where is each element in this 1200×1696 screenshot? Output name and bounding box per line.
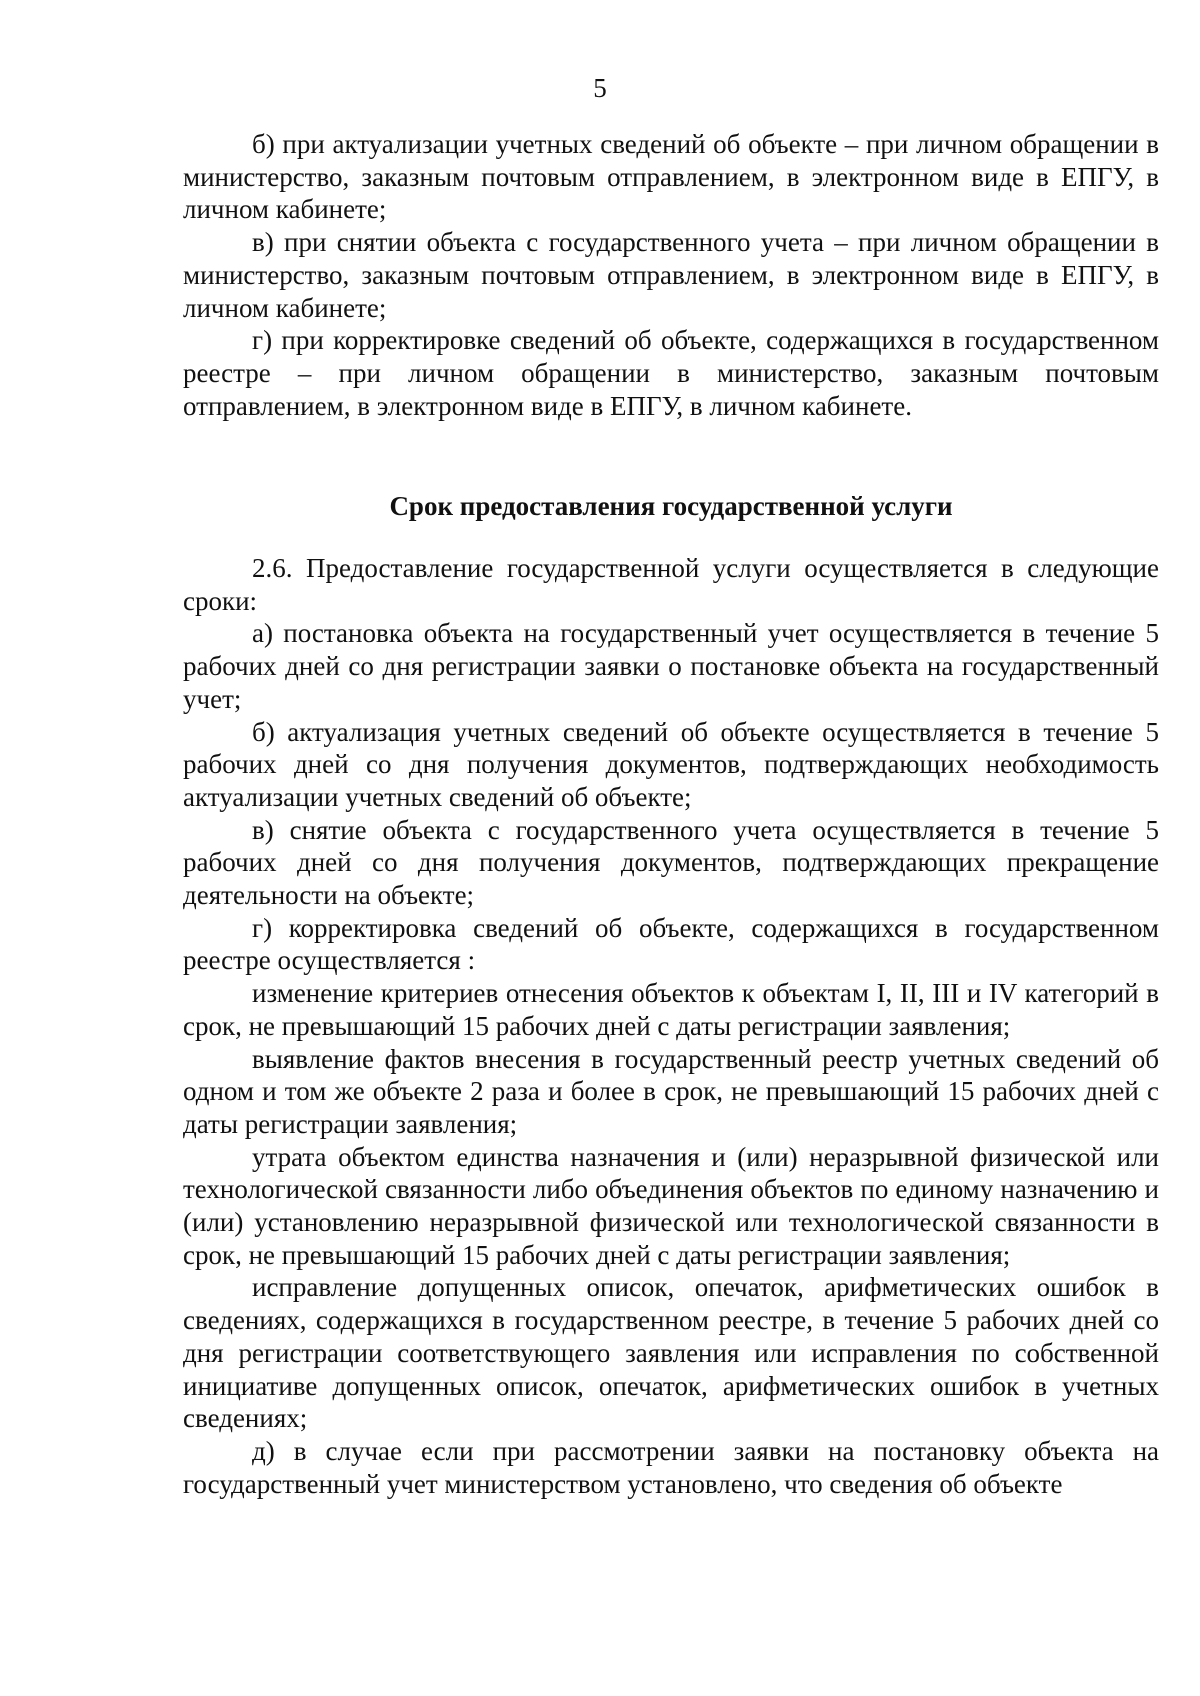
section-heading: Срок предоставления государственной услуги (389, 491, 953, 521)
paragraph-2-6: 2.6. Предоставление государственной услуги осуществляется в следующие сроки: (183, 553, 1159, 616)
paragraph-v-removal: в) при снятии объекта с государственного учета – при личном обращении в министерство, заказным почтовым отправлением, в электронном виде в ЕПГУ, в личном кабинете; (183, 227, 1159, 323)
paragraph-g-correction-term: г) корректировка сведений об объекте, содержащихся в государственном реестре осуществляется : (183, 912, 1159, 976)
main-paragraphs (183, 552, 1159, 1500)
paragraph-unity-loss: утрата объектом единства назначения и (или) неразрывной физической или технологической связанности либо объединения объектов по единому назначению и (или) установлению неразрывной физической или технологической связанности в срок, не превышающий 15 рабочих дней с даты регистрации заявления; (183, 1141, 1159, 1270)
paragraph-a-registration: а) постановка объекта на государственный учет осуществляется в течение 5 рабочих дней со дня регистрации заявки о постановке объекта на государственный учет; (183, 618, 1159, 714)
paragraph-criteria-change: изменение критериев отнесения объектов к объектам I, II, III и IV категорий в срок, не превышающий 15 рабочих дней с даты регистрации заявления; (183, 978, 1159, 1041)
paragraph-b-update: б) при актуализации учетных сведений об объекте – при личном обращении в министерство, заказным почтовым отправлением, в электронном виде в ЕПГУ, в личном кабинете; (183, 129, 1159, 225)
paragraph-v-removal-term: в) снятие объекта с государственного учета осуществляется в течение 5 рабочих дней со дня получения документов, подтверждающих прекращение деятельности на объекте; (183, 814, 1159, 911)
page-number: 5 (593, 73, 607, 103)
paragraph-g-correction: г) при корректировке сведений об объекте, содержащихся в государственном реестре – при личном обращении в министерство, заказным почтовым отправлением, в электронном виде в ЕПГУ, в личном кабинете. (183, 325, 1159, 421)
paragraph-duplicate-entries: выявление фактов внесения в государственный реестр учетных сведений об одном и том же объекте 2 раза и более в срок, не превышающий 15 рабочих дней с даты регистрации заявления; (183, 1043, 1159, 1139)
paragraph-b-update-term: б) актуализация учетных сведений об объекте осуществляется в течение 5 рабочих дней со дня получения документов, подтверждающих необходимость актуализации учетных сведений об объекте; (183, 716, 1159, 812)
top-paragraphs (183, 128, 1159, 422)
paragraph-d-review: д) в случае если при рассмотрении заявки на постановку объекта на государственный учет министерством установлено, что сведения об объекте (183, 1435, 1159, 1499)
paragraph-typo-correction: исправление допущенных описок, опечаток, арифметических ошибок в сведениях, содержащихся в государственном реестре, в течение 5 рабочих дней со дня регистрации соответствующего заявления или исправления по собственной инициативе допущенных описок, опечаток, арифметических ошибок в учетных сведениях; (183, 1272, 1159, 1434)
